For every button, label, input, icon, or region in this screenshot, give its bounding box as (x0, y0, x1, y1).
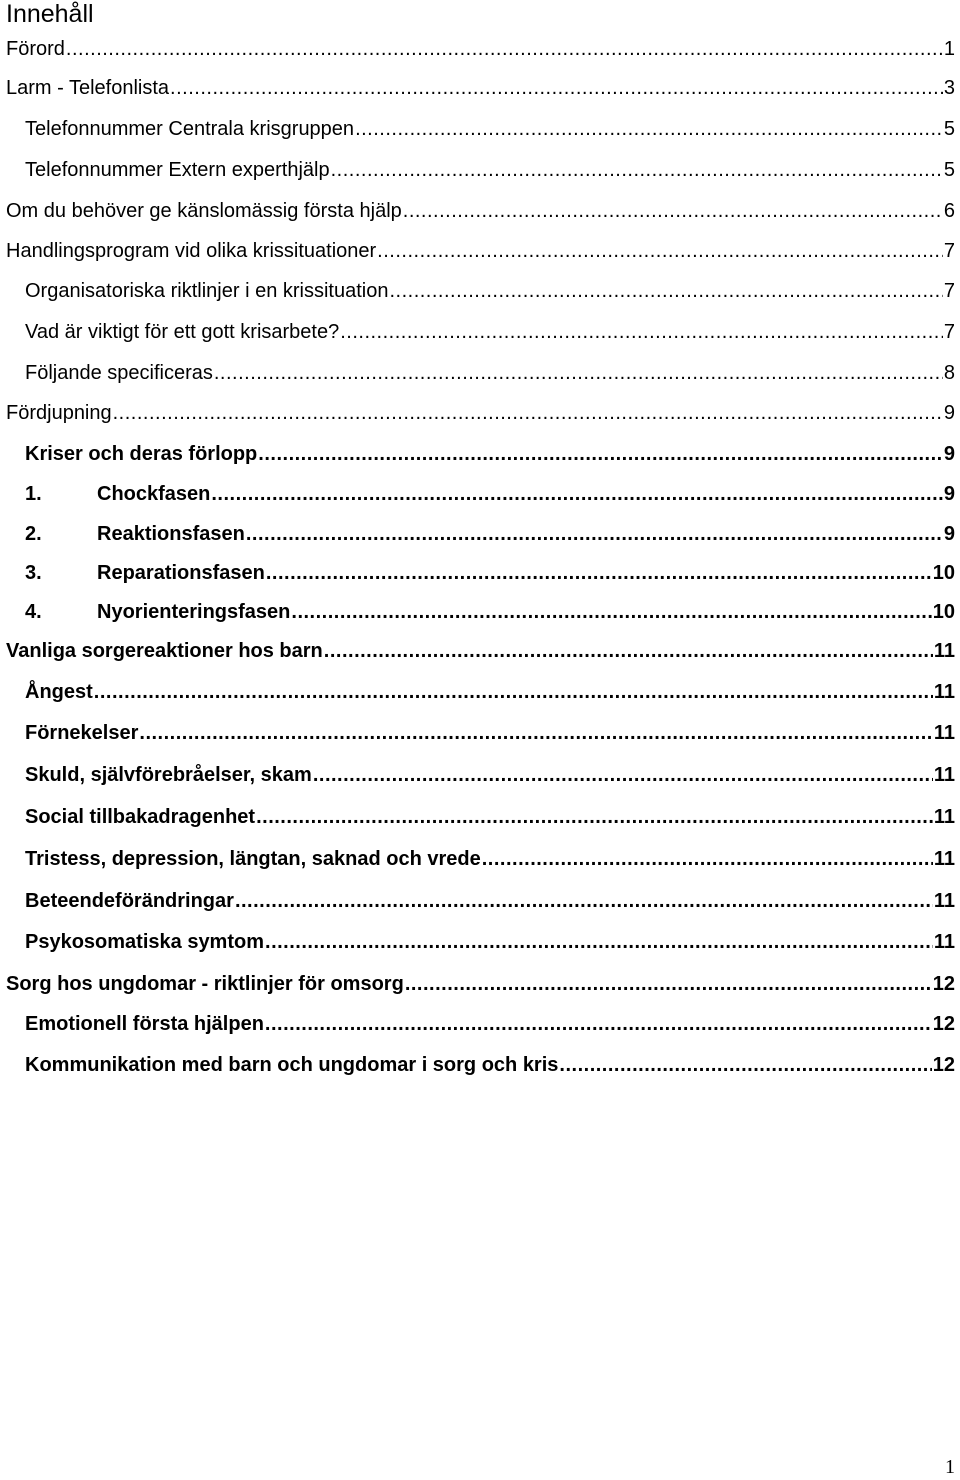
toc-leader-dots (331, 153, 943, 187)
toc-entry-page: 9 (943, 402, 955, 424)
toc-entry-label: Nyorienteringsfasen (97, 601, 291, 623)
toc-entry-label: Reparationsfasen (97, 562, 265, 584)
toc-leader-dots (170, 71, 943, 105)
toc-entry-gott-krisarbete[interactable] (25, 315, 955, 349)
toc-leader-dots (403, 194, 943, 228)
toc-entry-label: Psykosomatiska symtom (25, 931, 265, 953)
toc-entry-number: 1. (25, 483, 42, 505)
toc-leader-dots (377, 234, 943, 268)
toc-entry-number: 4. (25, 601, 42, 623)
toc-entry-label: Förord (6, 38, 65, 60)
toc-entry-extern-experthjalp[interactable] (25, 153, 955, 187)
toc-entry-tristess-depression[interactable] (25, 842, 955, 876)
toc-entry-reparationsfasen[interactable] (25, 556, 955, 590)
toc-entry-page: 12 (932, 973, 955, 995)
toc-leader-dots (482, 842, 933, 876)
toc-entry-page: 11 (933, 640, 955, 662)
toc-entry-page: 12 (932, 1054, 955, 1076)
toc-entry-psykosomatiska-symtom[interactable] (25, 925, 955, 959)
toc-entry-number: 3. (25, 562, 42, 584)
toc-leader-dots (139, 716, 932, 750)
toc-entry-page: 10 (932, 562, 955, 584)
toc-entry-page: 11 (933, 681, 955, 703)
toc-entry-label: Beteendeförändringar (25, 890, 234, 912)
toc-entry-kriser-forlopp[interactable] (25, 437, 955, 471)
toc-entry-label: Ångest (25, 681, 93, 703)
toc-entry-label: Chockfasen (97, 483, 211, 505)
toc-leader-dots (211, 477, 943, 511)
toc-entry-label: Vad är viktigt för ett gott krisarbete? (25, 321, 340, 343)
toc-entry-label: Emotionell första hjälpen (25, 1013, 264, 1035)
toc-leader-dots (113, 396, 943, 430)
toc-entry-label: Social tillbakadragenhet (25, 806, 256, 828)
toc-entry-page: 11 (933, 722, 955, 744)
toc-leader-dots (324, 634, 933, 668)
toc-entry-label: Sorg hos ungdomar - riktlinjer för omsorg (6, 973, 404, 995)
toc-entry-page: 11 (933, 931, 955, 953)
page-number: 1 (945, 1456, 955, 1478)
toc-entry-handlingsprogram[interactable] (6, 234, 955, 268)
toc-leader-dots (266, 556, 932, 590)
toc-leader-dots (246, 517, 943, 551)
toc-entry-fordjupning[interactable] (6, 396, 955, 430)
toc-entry-larm-telefonlista[interactable] (6, 71, 955, 105)
toc-entry-page: 7 (943, 280, 955, 302)
toc-entry-page: 9 (943, 483, 955, 505)
toc-entry-beteendeforandringar[interactable] (25, 884, 955, 918)
toc-entry-page: 5 (943, 159, 955, 181)
toc-leader-dots (291, 595, 931, 629)
toc-entry-skuld-skam[interactable] (25, 758, 955, 792)
toc-entry-social-tillbakadragenhet[interactable] (25, 800, 955, 834)
toc-entry-page: 1 (943, 38, 955, 60)
toc-entry-label: Skuld, självförebråelser, skam (25, 764, 312, 786)
toc-leader-dots (389, 274, 942, 308)
toc-entry-page: 7 (943, 321, 955, 343)
toc-entry-nyorienteringsfasen[interactable] (25, 595, 955, 629)
toc-entry-page: 9 (943, 443, 955, 465)
toc-entry-page: 9 (943, 523, 955, 545)
toc-entry-label: Om du behöver ge känslomässig första hjälp (6, 200, 402, 222)
toc-leader-dots (94, 675, 933, 709)
toc-leader-dots (355, 112, 943, 146)
toc-leader-dots (214, 356, 943, 390)
toc-entry-page: 10 (932, 601, 955, 623)
toc-entry-page: 11 (933, 806, 955, 828)
toc-entry-label: Telefonnummer Centrala krisgruppen (25, 118, 355, 140)
toc-entry-page: 12 (932, 1013, 955, 1035)
toc-entry-emotionell-hjalpen[interactable] (25, 1007, 955, 1041)
toc-entry-angest[interactable] (25, 675, 955, 709)
toc-entry-fornekelser[interactable] (25, 716, 955, 750)
toc-leader-dots (258, 437, 943, 471)
toc-entry-label: Handlingsprogram vid olika krissituationer (6, 240, 377, 262)
toc-entry-label: Kriser och deras förlopp (25, 443, 258, 465)
toc-entry-fororord[interactable] (6, 32, 955, 66)
toc-entry-label: Vanliga sorgereaktioner hos barn (6, 640, 323, 662)
toc-leader-dots (235, 884, 933, 918)
toc-leader-dots (265, 925, 933, 959)
toc-entry-organisatoriska-riktlinjer[interactable] (25, 274, 955, 308)
toc-entry-page: 7 (943, 240, 955, 262)
toc-entry-label: Kommunikation med barn och ungdomar i sorg och kris (25, 1054, 559, 1076)
toc-entry-label: Organisatoriska riktlinjer i en krissituation (25, 280, 389, 302)
toc-entry-kanslomassig-hjalp[interactable] (6, 194, 955, 228)
toc-entry-chockfasen[interactable] (25, 477, 955, 511)
toc-entry-page: 3 (943, 77, 955, 99)
toc-entry-foljande-specificeras[interactable] (25, 356, 955, 390)
toc-entry-number: 2. (25, 523, 42, 545)
toc-entry-label: Fördjupning (6, 402, 112, 424)
toc-entry-label: Larm - Telefonlista (6, 77, 170, 99)
toc-entry-kommunikation-barn-ungdomar[interactable] (25, 1048, 955, 1082)
toc-leader-dots (265, 1007, 932, 1041)
toc-entry-label: Förnekelser (25, 722, 139, 744)
toc-entry-label: Tristess, depression, längtan, saknad och vrede (25, 848, 481, 870)
toc-entry-page: 5 (943, 118, 955, 140)
toc-entry-label: Telefonnummer Extern experthjälp (25, 159, 330, 181)
toc-entry-label: Reaktionsfasen (97, 523, 245, 545)
toc-entry-label: Följande specificeras (25, 362, 213, 384)
toc-leader-dots (313, 758, 933, 792)
toc-entry-page: 11 (933, 764, 955, 786)
toc-entry-sorgereaktioner-barn[interactable] (6, 634, 955, 668)
toc-entry-page: 6 (943, 200, 955, 222)
toc-leader-dots (256, 800, 933, 834)
toc-entry-centrala-krisgruppen[interactable] (25, 112, 955, 146)
toc-title: Innehåll (6, 0, 94, 28)
toc-leader-dots (66, 32, 943, 66)
toc-entry-page: 11 (933, 890, 955, 912)
toc-entry-sorg-ungdomar[interactable] (6, 967, 955, 1001)
toc-leader-dots (405, 967, 932, 1001)
toc-leader-dots (340, 315, 943, 349)
toc-leader-dots (559, 1048, 931, 1082)
toc-entry-reaktionsfasen[interactable] (25, 517, 955, 551)
toc-entry-page: 8 (943, 362, 955, 384)
toc-entry-page: 11 (933, 848, 955, 870)
